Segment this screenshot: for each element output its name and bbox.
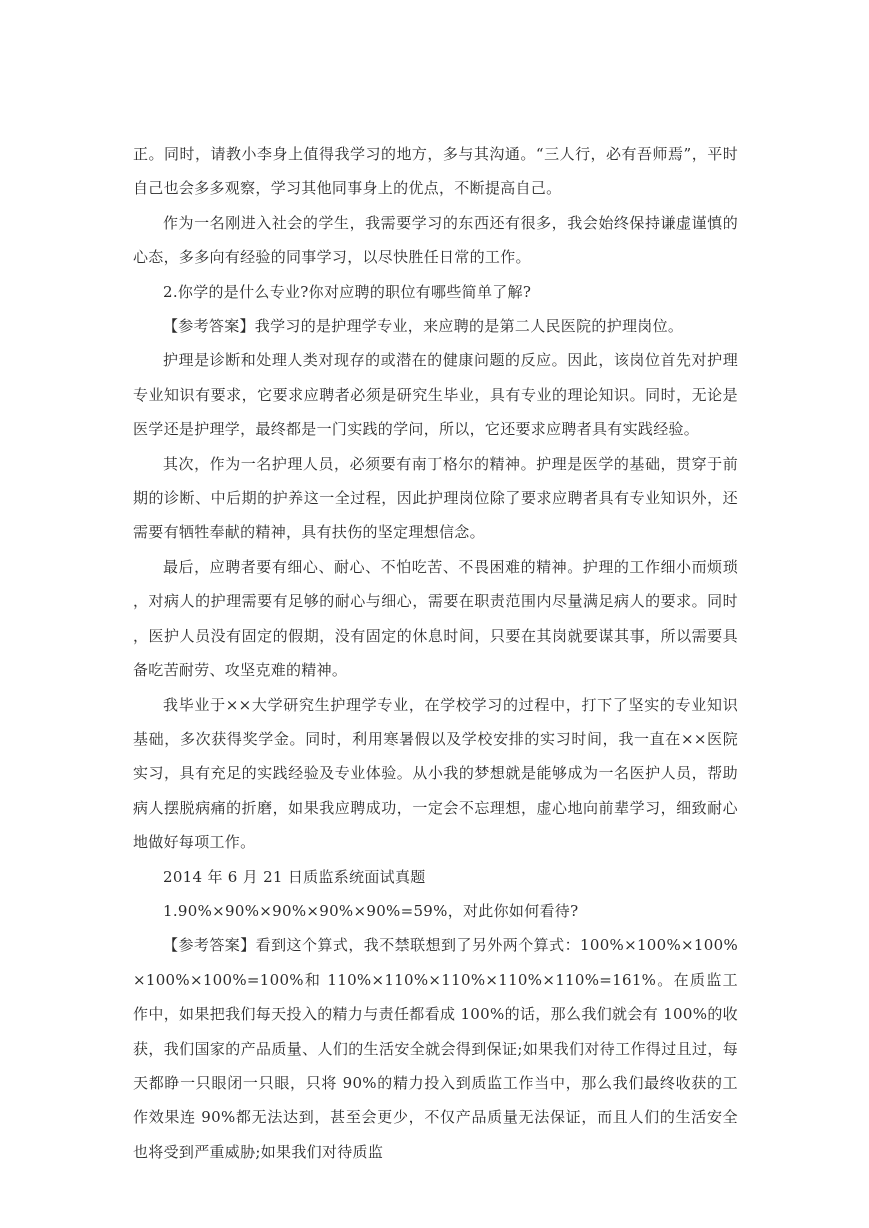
paragraph: 最后，应聘者要有细心、耐心、不怕吃苦、不畏困难的精神。护理的工作细小而烦琐，对病人的护理需要有足够的耐心与细心，需要在职责范围内尽量满足病人的要求。同时，医护人员没有固定的假期，没有固定的休息时间，只要在其岗就要谋其事，所以需要具备吃苦耐劳、攻坚克难的精神。: [133, 557, 738, 680]
question-heading: 2.你学的是什么专业?你对应聘的职位有哪些简单了解?: [163, 282, 532, 301]
paragraph: 正。同时，请教小李身上值得我学习的地方，多与其沟通。“三人行，必有吾师焉”，平时自己也会多多观察，学习其他同事身上的优点，不断提高自己。: [133, 145, 738, 198]
paragraph: 作为一名刚进入社会的学生，我需要学习的东西还有很多，我会始终保持谦虚谨慎的心态，多多向有经验的同事学习，以尽快胜任日常的工作。: [133, 213, 738, 267]
section-heading: 2014 年 6 月 21 日质监系统面试真题: [163, 867, 426, 886]
paragraph: 护理是诊断和处理人类对现存的或潜在的健康问题的反应。因此，该岗位首先对护理专业知识有要求，它要求应聘者必须是研究生毕业，具有专业的理论知识。同时，无论是医学还是护理学，最终都是一门实践的学问，所以，它还要求应聘者具有实践经验。: [133, 351, 738, 439]
document-body: [133, 137, 738, 1169]
answer-paragraph: 【参考答案】看到这个算式，我不禁联想到了另外两个算式：100%×100%×100%×100%×100%=100%和 110%×110%×110%×110%×110%=161%。在质监工作中，如果把我们每天投入的精力与责任都看成 100%的话，那么我们就会有 100%的收获，我们国家的产品质量、人们的生活安全就会得到保证;如果我们对待工作得过且过，每天都睁一只眼闭一只眼，只将 90%的精力投入到质监工作当中，那么我们最终收获的工作效果连 90%都无法达到，甚至会更少，不仅产品质量无法保证，而且人们的生活安全也将受到严重威胁;如果我们对待质监: [133, 936, 738, 1161]
answer-paragraph: 【参考答案】我学习的是护理学专业，来应聘的是第二人民医院的护理岗位。: [163, 317, 684, 336]
question-heading: 1.90%×90%×90%×90%×90%=59%，对此你如何看待?: [163, 901, 579, 920]
paragraph: 我毕业于××大学研究生护理学专业，在学校学习的过程中，打下了坚实的专业知识基础，多次获得奖学金。同时，利用寒暑假以及学校安排的实习时间，我一直在××医院实习，具有充足的实践经验及专业体验。从小我的梦想就是能够成为一名医护人员，帮助病人摆脱病痛的折磨，如果我应聘成功，一定会不忘理想，虚心地向前辈学习，细致耐心地做好每项工作。: [133, 695, 738, 852]
paragraph: 其次，作为一名护理人员，必须要有南丁格尔的精神。护理是医学的基础，贯穿于前期的诊断、中后期的护养这一全过程，因此护理岗位除了要求应聘者具有专业知识外，还需要有牺牲奉献的精神，具有扶伤的坚定理想信念。: [133, 454, 738, 542]
